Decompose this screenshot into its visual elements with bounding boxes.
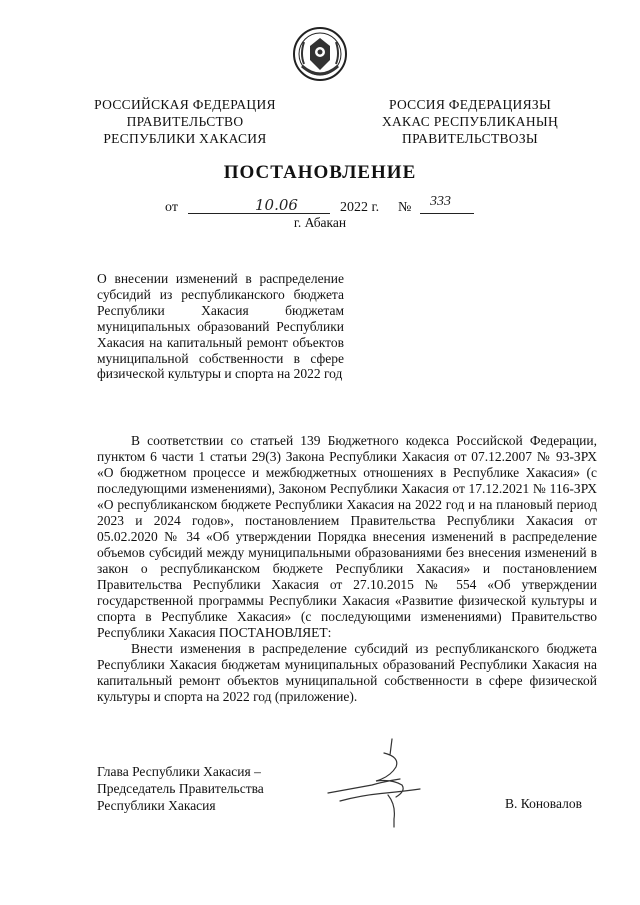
number-underline xyxy=(420,213,474,214)
header-left-line: РОССИЙСКАЯ ФЕДЕРАЦИЯ xyxy=(94,97,276,112)
number-label: № xyxy=(398,200,412,215)
header-right-line: ПРАВИТЕЛЬСТВОЗЫ xyxy=(402,131,538,146)
signatory-line: Республики Хакасия xyxy=(97,798,216,813)
body-paragraph: В соответствии со статьей 139 Бюджетного кодекса Российской Федерации, пунктом 6 части 1 статьи 29(3) Закона Республики Хакасия от 07.12.2007 № 93-ЗРХ «О бюджетном процессе и межбюджетных отношениях в Республике Хакасия» (с последующими изменениями), Законом Республики Хакасия от 17.12.2021 № 116-ЗРХ «О республиканском бюджете Республики Хакасия на 2022 год и на плановый период 2023 и 2024 годов», постановлением Правительства Республики Хакасия от 05.02.2020 № 34 «Об утверждении Порядка внесения изменений в распределение объемов субсидий между муниципальными образованиями без внесения изменений в закон о республиканском бюджете Республики Хакасия» и постановлением Правительства Республики Хакасия от 27.10.2015 № 554 «Об утверждении государственной программы Республики Хакасия «Развитие физической культуры и спорта в Республике Хакасия» (с последующими изменениями) Правительство Республики Хакасия ПОСТАНОВЛЯЕТ: xyxy=(97,433,597,640)
header-left-line: ПРАВИТЕЛЬСТВО xyxy=(126,114,244,129)
signatory-line: Председатель Правительства xyxy=(97,781,264,796)
year-label: 2022 г. xyxy=(340,200,380,215)
header-right-line: РОССИЯ ФЕДЕРАЦИЯЗЫ xyxy=(388,97,552,112)
handwritten-number: 333 xyxy=(430,194,451,209)
signatory-position xyxy=(97,763,317,814)
signatory-line: Глава Республики Хакасия – xyxy=(97,764,261,779)
handwritten-date: 10.06 xyxy=(255,196,298,214)
body-text xyxy=(97,433,597,705)
signatory-name: В. Коновалов xyxy=(505,796,582,811)
header-right xyxy=(370,96,570,147)
handwritten-signature xyxy=(310,735,440,830)
city: г. Абакан xyxy=(293,215,347,230)
from-label: от xyxy=(165,200,178,215)
subject-block: О внесении изменений в распределение субсидий из республиканского бюджета Республики Хакасия бюджетам муниципальных образований Республики Хакасия на капитальный ремонт объектов муниципальной собственности в сфере физической культуры и спорта на 2022 год xyxy=(97,271,344,382)
body-paragraph: Внести изменения в распределение субсидий из республиканского бюджета Республики Хакасия бюджетам муниципальных образований Республики Хакасия на капитальный ремонт объектов муниципальной собственности в сфере физической культуры и спорта на 2022 год (приложение). xyxy=(97,641,597,704)
header-left xyxy=(85,96,285,147)
header-left-line: РЕСПУБЛИКИ ХАКАСИЯ xyxy=(103,131,267,146)
document-title: ПОСТАНОВЛЕНИЕ xyxy=(223,162,417,183)
coat-of-arms-icon xyxy=(292,26,348,82)
header-right-line: ХАКАС РЕСПУБЛИКАНЫҢ xyxy=(381,114,559,129)
